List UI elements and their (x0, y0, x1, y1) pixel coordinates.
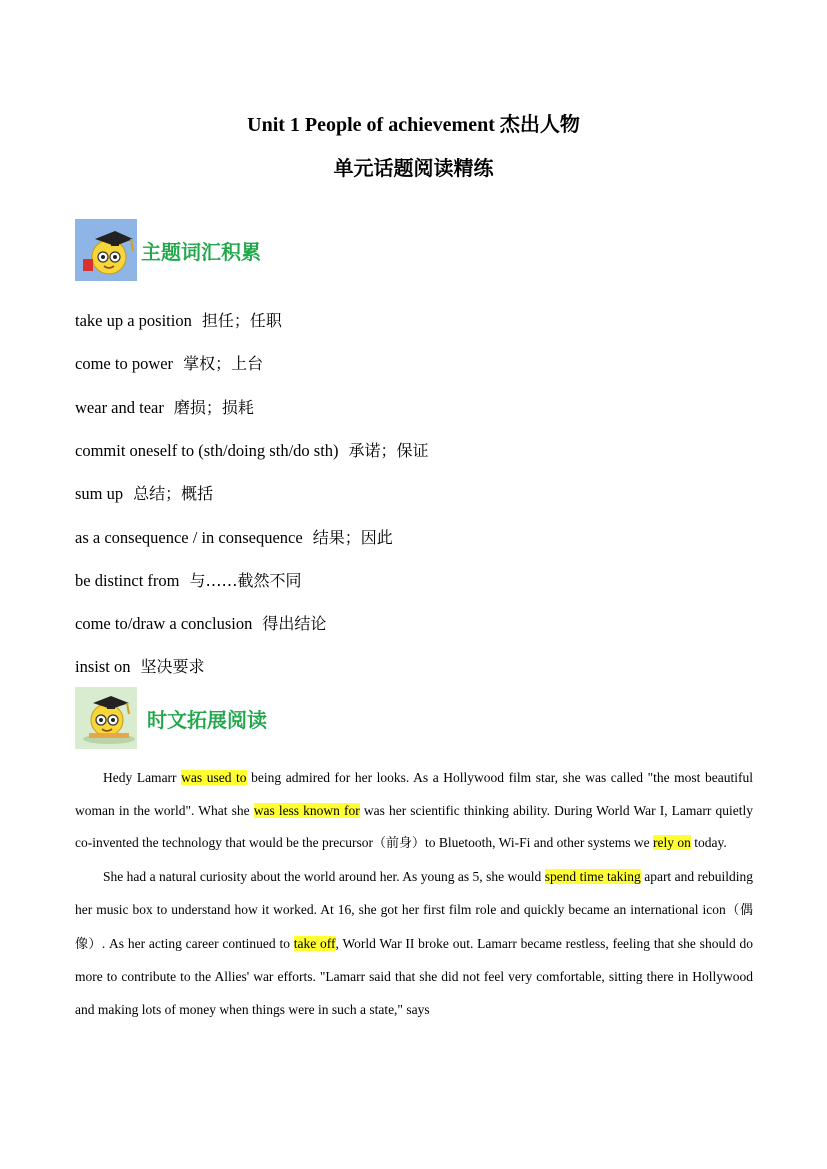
vocab-cn: 结果；因此 (312, 528, 393, 547)
vocab-en: wear and tear (75, 398, 164, 417)
text-run: Hedy Lamarr (103, 770, 182, 785)
highlight-phrase: was less known for (253, 802, 360, 818)
highlight-phrase: take off (293, 935, 336, 951)
text-run: apart and rebuilding her music box to understand how it worked. At 16, she got her first film role and quickly became an international icon (75, 869, 754, 917)
vocab-cn: 承诺；保证 (348, 441, 429, 460)
vocab-en: commit oneself to (sth/doing sth/do sth) (75, 441, 339, 460)
section-header-reading (75, 686, 267, 750)
cn-gloss: （偶像） (75, 902, 753, 952)
vocab-en: sum up (75, 484, 124, 503)
paragraph-1 (75, 762, 753, 861)
vocab-en: come to/draw a conclusion (75, 614, 253, 633)
vocab-item (75, 351, 263, 374)
vocab-cn: 磨损；损耗 (173, 398, 254, 417)
graduate-cartoon-icon (75, 219, 137, 281)
section-header-vocab (75, 218, 261, 282)
section-title-reading: 时文拓展阅读 (147, 707, 267, 732)
vocab-cn: 总结；概括 (133, 484, 214, 503)
text-run: to Bluetooth, Wi-Fi and other systems we (425, 835, 653, 851)
vocab-item (75, 308, 282, 331)
text-run: , World War II broke out. Lamarr became restless, feeling that she should do more to contribute to the Allies' war efforts. "Lamarr said that she did not feel very comfortable, sitting there in Hollywood and making lots of money when things were in such a state," says (75, 935, 753, 1017)
vocab-item (75, 395, 254, 418)
highlight-phrase: was used to (181, 770, 247, 785)
section-title-vocab: 主题词汇积累 (141, 239, 261, 264)
vocab-en: come to power (75, 354, 174, 373)
vocab-item (75, 568, 302, 591)
vocab-cn: 坚决要求 (140, 657, 205, 676)
vocab-item (75, 438, 429, 461)
vocab-item (75, 525, 393, 548)
text-run: today. (690, 835, 727, 851)
vocab-cn: 担任；任职 (201, 311, 282, 330)
vocab-item (75, 654, 205, 677)
page-title: Unit 1 People of achievement 杰出人物 (247, 114, 580, 136)
vocab-en: be distinct from (75, 571, 180, 590)
text-run: being admired for her looks. As a Hollywood film star, she was called "the most beautiful woman in the world". What she (75, 770, 754, 818)
vocab-item (75, 611, 326, 634)
vocab-en: take up a position (75, 311, 192, 330)
vocab-item (75, 481, 213, 504)
page-subtitle: 单元话题阅读精练 (333, 158, 494, 180)
text-run: was her scientific thinking ability. During World War I, Lamarr quietly co-invented the technology that would be the precursor (75, 802, 753, 851)
vocab-en: insist on (75, 657, 131, 676)
highlight-phrase: rely on (653, 835, 691, 851)
vocab-cn: 掌权；上台 (183, 354, 264, 373)
vocab-cn: 与……截然不同 (189, 571, 302, 590)
reading-passage (75, 762, 753, 1027)
vocab-cn: 得出结论 (262, 614, 327, 633)
graduate-cartoon-icon (75, 687, 137, 749)
paragraph-2 (75, 861, 753, 1027)
vocab-en: as a consequence / in consequence (75, 528, 303, 547)
text-run: She had a natural curiosity about the world around her. As young as 5, she would (103, 869, 545, 885)
text-run: . As her acting career continued to (101, 935, 294, 951)
cn-gloss: （前身） (373, 836, 426, 852)
highlight-phrase: spend time taking (544, 869, 641, 885)
